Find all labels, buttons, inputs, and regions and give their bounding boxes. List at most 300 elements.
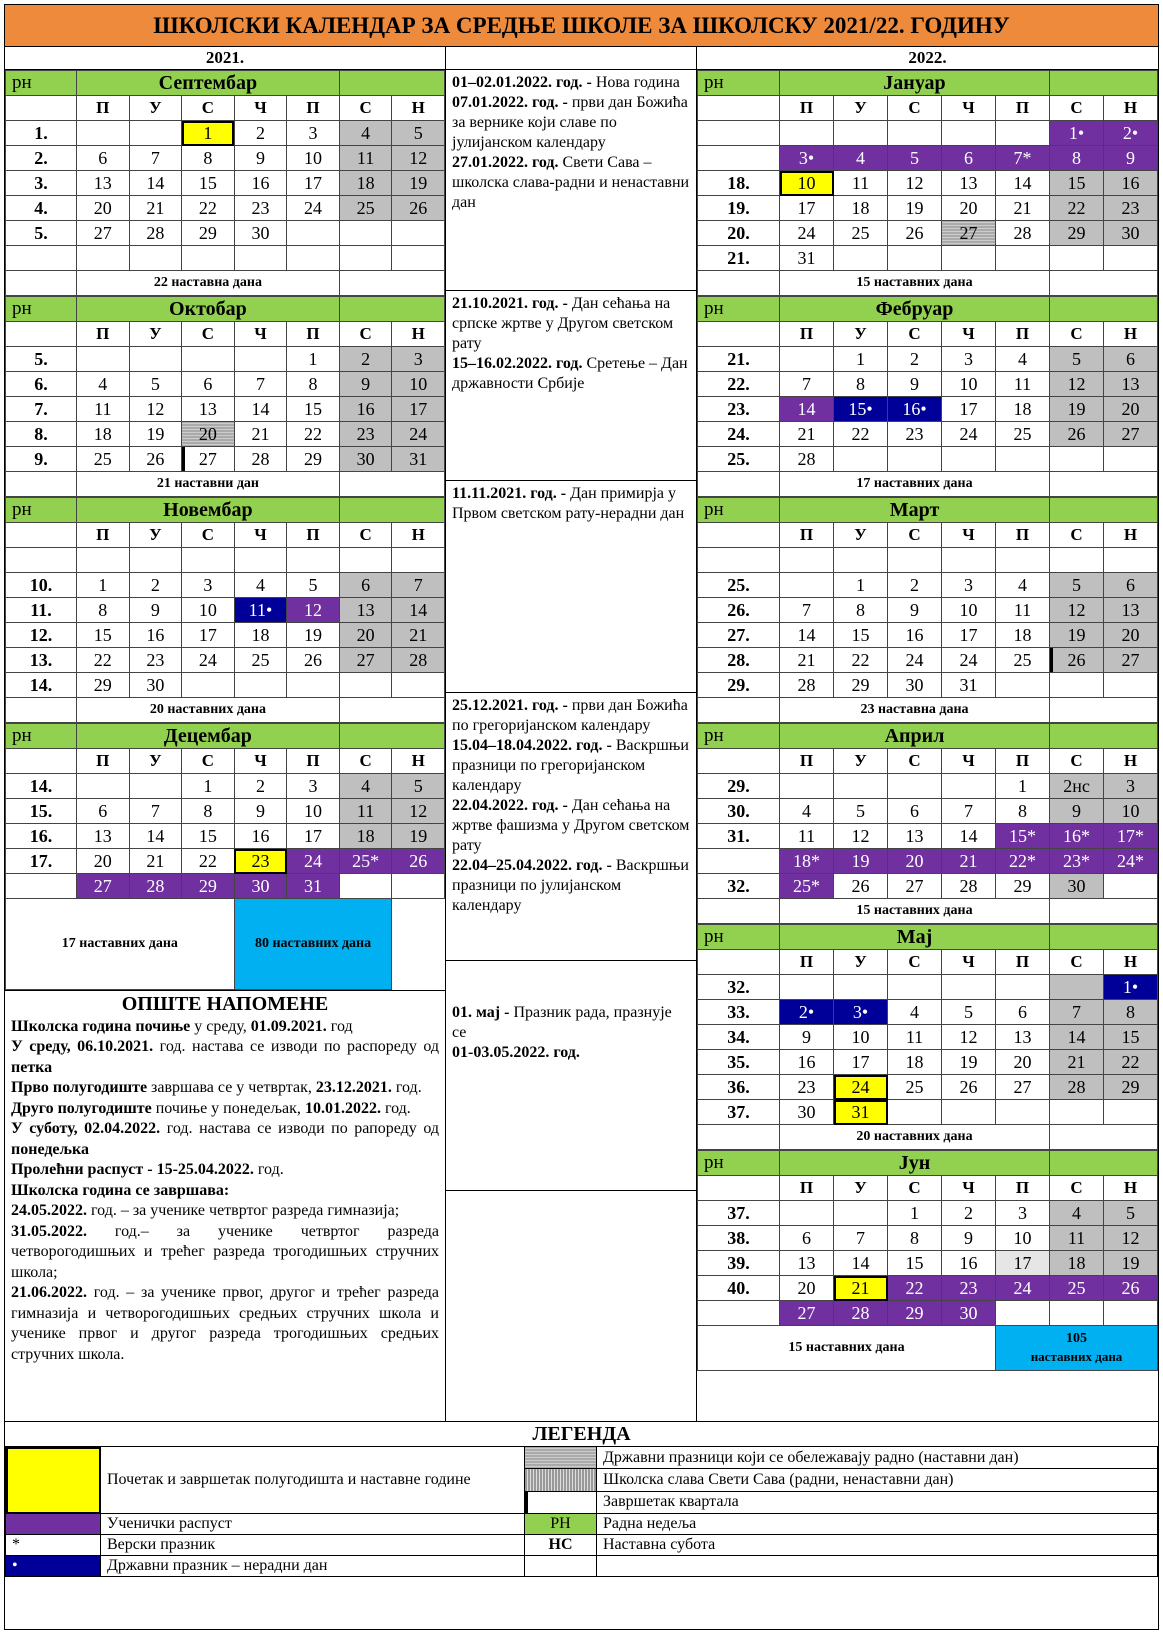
day-cell xyxy=(77,347,130,372)
day-cell xyxy=(1050,673,1104,698)
day-cell: 19 xyxy=(287,623,340,648)
weekday-header: П xyxy=(996,1176,1050,1201)
day-cell: 4 xyxy=(234,573,287,598)
day-cell xyxy=(287,673,340,698)
month-table xyxy=(697,723,1158,924)
day-cell: 26 xyxy=(888,221,942,246)
day-cell: 1 xyxy=(996,774,1050,799)
month-summary: 17 наставних дана xyxy=(780,472,1050,497)
day-cell xyxy=(129,121,182,146)
week-number: 24. xyxy=(698,422,780,447)
day-cell xyxy=(339,246,392,271)
day-cell xyxy=(392,548,445,573)
day-cell xyxy=(77,246,130,271)
day-cell: 27 xyxy=(339,648,392,673)
day-cell: 13 xyxy=(942,171,996,196)
day-cell: 31 xyxy=(780,246,834,271)
month-feb xyxy=(697,296,1158,497)
total-label: наставних дана xyxy=(1030,1349,1123,1364)
rn-label: рн xyxy=(6,498,77,523)
day-cell: 13 xyxy=(996,1025,1050,1050)
day-cell: 21 xyxy=(834,1276,888,1301)
general-text: год. xyxy=(384,1099,411,1117)
day-cell: 14 xyxy=(129,171,182,196)
week-number: 28. xyxy=(698,648,780,673)
day-cell: 11 xyxy=(834,171,888,196)
month-name: Април xyxy=(780,724,1050,749)
week-number: 29. xyxy=(698,774,780,799)
general-line xyxy=(11,1119,439,1160)
day-cell: 4 xyxy=(834,146,888,171)
weekday-header: Ч xyxy=(942,96,996,121)
month-table xyxy=(5,497,445,723)
day-cell: 1 xyxy=(834,573,888,598)
week-number: 35. xyxy=(698,1050,780,1075)
general-text: 21.06.2022. xyxy=(11,1284,87,1301)
day-cell: 5 xyxy=(129,372,182,397)
day-cell: 2 xyxy=(888,347,942,372)
rn-label: рн xyxy=(698,71,780,96)
weekday-header: П xyxy=(780,523,834,548)
day-cell xyxy=(888,975,942,1000)
day-cell: 28 xyxy=(780,673,834,698)
weekday-header: П xyxy=(287,96,340,121)
general-text: год. настава се изводи по рапореду од xyxy=(166,1120,439,1137)
day-cell xyxy=(834,1201,888,1226)
day-cell: 21 xyxy=(129,849,182,874)
weekday-header: П xyxy=(780,322,834,347)
weekday-header: Ч xyxy=(942,523,996,548)
day-cell: 13 xyxy=(77,171,130,196)
day-cell xyxy=(234,347,287,372)
rn-label: рн xyxy=(6,297,77,322)
day-cell: 6 xyxy=(996,1000,1050,1025)
day-cell: 29 xyxy=(287,447,340,472)
month-summary: 23 наставна дана xyxy=(780,698,1050,723)
day-cell: 16 xyxy=(339,397,392,422)
total-number: 105 xyxy=(1066,1331,1087,1346)
weekday-header: С xyxy=(888,322,942,347)
day-cell: 8 xyxy=(834,372,888,397)
day-cell xyxy=(888,548,942,573)
weekday-header: Н xyxy=(1104,523,1158,548)
month-header-blank xyxy=(1050,498,1158,523)
day-cell: 25* xyxy=(780,874,834,899)
week-number xyxy=(698,146,780,171)
weekday-header: Ч xyxy=(234,322,287,347)
day-cell: 21 xyxy=(780,422,834,447)
week-number: 15. xyxy=(6,799,77,824)
general-text: петка xyxy=(11,1058,53,1076)
day-cell: 9 xyxy=(1104,146,1158,171)
day-cell: 24* xyxy=(1104,849,1158,874)
week-number: 25. xyxy=(698,447,780,472)
day-cell: 16 xyxy=(780,1050,834,1075)
day-cell: 12 xyxy=(1104,1226,1158,1251)
day-cell: 15• xyxy=(834,397,888,422)
weekday-header: У xyxy=(834,1176,888,1201)
day-cell: 5 xyxy=(1050,347,1104,372)
general-text: Друго полугодиште xyxy=(11,1099,152,1117)
day-cell xyxy=(182,347,235,372)
general-line xyxy=(11,1283,439,1365)
day-cell: 20 xyxy=(888,849,942,874)
day-cell: 22 xyxy=(182,196,235,221)
day-cell: 13 xyxy=(77,824,130,849)
day-cell: 12 xyxy=(942,1025,996,1050)
weekday-header: Ч xyxy=(942,1176,996,1201)
day-cell: 12 xyxy=(888,171,942,196)
day-cell: 16• xyxy=(888,397,942,422)
day-cell: 18 xyxy=(996,397,1050,422)
day-cell: 18 xyxy=(77,422,130,447)
day-cell: 11 xyxy=(1050,1226,1104,1251)
day-cell: 25 xyxy=(1050,1276,1104,1301)
note-entry xyxy=(452,736,690,796)
day-cell: 31 xyxy=(834,1100,888,1125)
day-cell: 29 xyxy=(77,673,130,698)
day-cell: 28 xyxy=(834,1301,888,1326)
day-cell: 10 xyxy=(834,1025,888,1050)
week-number: 32. xyxy=(698,874,780,899)
week-number: 39. xyxy=(698,1251,780,1276)
general-text: У суботу, 02.04.2022. xyxy=(11,1120,161,1137)
day-cell: 1 xyxy=(888,1201,942,1226)
weekday-header: С xyxy=(339,322,392,347)
day-cell: 11 xyxy=(780,824,834,849)
right-column xyxy=(697,70,1158,1421)
day-cell: 9 xyxy=(942,1226,996,1251)
day-cell: 13 xyxy=(182,397,235,422)
day-cell: 28 xyxy=(392,648,445,673)
rn-label: рн xyxy=(698,297,780,322)
day-cell: 7 xyxy=(392,573,445,598)
year-row xyxy=(5,47,1158,70)
day-cell xyxy=(996,673,1050,698)
day-cell xyxy=(834,548,888,573)
legend-label: Верски празник xyxy=(101,1535,525,1556)
day-cell: 10 xyxy=(780,171,834,196)
day-cell: 22* xyxy=(996,849,1050,874)
day-cell xyxy=(780,774,834,799)
day-cell: 26 xyxy=(1050,422,1104,447)
day-cell xyxy=(780,975,834,1000)
day-cell: 21 xyxy=(942,849,996,874)
year-right: 2022. xyxy=(908,48,947,67)
day-cell xyxy=(780,548,834,573)
weekday-header: Ч xyxy=(234,96,287,121)
day-cell: 23 xyxy=(339,422,392,447)
day-cell: 2 xyxy=(234,774,287,799)
legend xyxy=(5,1421,1158,1577)
day-cell: 30 xyxy=(888,673,942,698)
weekday-header: П xyxy=(996,950,1050,975)
day-cell: 28 xyxy=(129,221,182,246)
week-number: 31. xyxy=(698,824,780,849)
day-cell xyxy=(1104,246,1158,271)
month-jan xyxy=(697,70,1158,296)
general-text: 23.12.2021. xyxy=(315,1079,392,1096)
weekday-header: Н xyxy=(392,749,445,774)
legend-swatch-stripe xyxy=(525,1469,597,1491)
day-cell: 31 xyxy=(287,874,340,899)
weekday-header: П xyxy=(77,749,130,774)
day-cell: 8 xyxy=(182,799,235,824)
day-cell: 9 xyxy=(888,598,942,623)
day-cell: 18* xyxy=(780,849,834,874)
day-cell: 3• xyxy=(780,146,834,171)
day-cell: 23 xyxy=(129,648,182,673)
general-line xyxy=(11,1160,439,1181)
week-number: 30. xyxy=(698,799,780,824)
day-cell: 5 xyxy=(392,121,445,146)
general-text: 31.05.2022. xyxy=(11,1222,87,1240)
month-table xyxy=(5,70,445,296)
week-number xyxy=(698,548,780,573)
note-block-mar xyxy=(446,481,696,693)
day-cell: 7 xyxy=(234,372,287,397)
day-cell: 1 xyxy=(287,347,340,372)
day-cell: 28 xyxy=(996,221,1050,246)
day-cell: 13 xyxy=(780,1251,834,1276)
day-cell: 24 xyxy=(392,422,445,447)
year-spacer xyxy=(446,47,697,69)
total-summary xyxy=(996,1326,1158,1371)
day-cell: 19 xyxy=(392,824,445,849)
day-cell xyxy=(996,975,1050,1000)
legend-label: Завршетак квартала xyxy=(597,1491,1158,1513)
day-cell: 2 xyxy=(888,573,942,598)
weekday-header: Н xyxy=(392,523,445,548)
day-cell: 17 xyxy=(287,824,340,849)
legend-swatch-yellow xyxy=(6,1447,101,1514)
day-cell xyxy=(392,221,445,246)
day-cell: 21 xyxy=(392,623,445,648)
day-cell: 5 xyxy=(392,774,445,799)
day-cell: 8 xyxy=(1104,1000,1158,1025)
weekday-header: У xyxy=(834,749,888,774)
day-cell: 17 xyxy=(996,1251,1050,1276)
day-cell: 8 xyxy=(287,372,340,397)
general-text: Школска година се завршава: xyxy=(11,1181,230,1199)
day-cell: 2 xyxy=(339,347,392,372)
day-cell: 25 xyxy=(77,447,130,472)
day-cell: 7* xyxy=(996,146,1050,171)
day-cell: 16 xyxy=(234,171,287,196)
weekday-header: П xyxy=(780,96,834,121)
day-cell: 27 xyxy=(1104,648,1158,673)
note-entry xyxy=(452,696,690,736)
weekday-header: С xyxy=(182,96,235,121)
day-cell: 19 xyxy=(1050,623,1104,648)
day-cell: 24 xyxy=(942,422,996,447)
note-date: 15.04–18.04.2022. год. - xyxy=(452,737,612,754)
month-name: Мај xyxy=(780,925,1050,950)
weekday-header: С xyxy=(339,523,392,548)
day-cell: 2 xyxy=(129,573,182,598)
rn-label: рн xyxy=(698,498,780,523)
day-cell: 25 xyxy=(996,648,1050,673)
day-cell: 2• xyxy=(1104,121,1158,146)
day-cell: 31 xyxy=(942,673,996,698)
note-text: први дан Божића по грегоријанском календару xyxy=(452,697,688,734)
month-name: Септембар xyxy=(77,71,340,96)
week-number: 37. xyxy=(698,1100,780,1125)
day-cell xyxy=(780,121,834,146)
month-header-blank xyxy=(1050,724,1158,749)
day-cell: 5 xyxy=(888,146,942,171)
week-number xyxy=(698,849,780,874)
note-entry xyxy=(452,856,690,916)
week-number: 14. xyxy=(6,673,77,698)
note-text: Васкршњи празници по грегоријанском календару xyxy=(452,737,689,794)
day-cell xyxy=(182,246,235,271)
day-cell: 6 xyxy=(1104,573,1158,598)
day-cell: 29 xyxy=(1104,1075,1158,1100)
day-cell: 9 xyxy=(1050,799,1104,824)
weekday-header: С xyxy=(339,96,392,121)
week-number: 16. xyxy=(6,824,77,849)
day-cell: 20 xyxy=(182,422,235,447)
week-number: 18. xyxy=(698,171,780,196)
day-cell xyxy=(780,347,834,372)
rn-label: рн xyxy=(698,1151,780,1176)
week-number: 25. xyxy=(698,573,780,598)
left-column xyxy=(5,70,446,1421)
legend-label: Радна недеља xyxy=(597,1514,1158,1535)
general-line xyxy=(11,1201,439,1222)
day-cell: 14 xyxy=(834,1251,888,1276)
weekday-header: Н xyxy=(1104,749,1158,774)
day-cell: 4 xyxy=(1050,1201,1104,1226)
month-header-blank xyxy=(1050,71,1158,96)
day-cell xyxy=(888,774,942,799)
day-cell: 8 xyxy=(182,146,235,171)
day-cell: 30 xyxy=(942,1301,996,1326)
total-summary: 80 наставних дана xyxy=(234,899,392,990)
note-text: Дан сећања на жртве фашизма у Другом светском рату xyxy=(452,797,690,854)
week-number: 4. xyxy=(6,196,77,221)
weekday-header: У xyxy=(834,322,888,347)
day-cell: 3• xyxy=(834,1000,888,1025)
day-cell: 14 xyxy=(392,598,445,623)
weekday-header: Ч xyxy=(942,950,996,975)
day-cell: 13 xyxy=(1104,598,1158,623)
day-cell: 28 xyxy=(234,447,287,472)
day-cell: 13 xyxy=(339,598,392,623)
note-text: Нова година xyxy=(595,74,680,91)
day-cell xyxy=(888,246,942,271)
day-cell: 17 xyxy=(834,1050,888,1075)
day-cell xyxy=(888,1100,942,1125)
month-name: Јануар xyxy=(780,71,1050,96)
day-cell: 30 xyxy=(234,874,287,899)
day-cell: 10 xyxy=(392,372,445,397)
month-mar xyxy=(697,497,1158,723)
week-number: 14. xyxy=(6,774,77,799)
note-entry xyxy=(452,354,690,394)
week-number: 5. xyxy=(6,221,77,246)
day-cell xyxy=(234,246,287,271)
month-summary: 21 наставни дан xyxy=(77,472,340,497)
day-cell: 29 xyxy=(182,874,235,899)
note-entry xyxy=(452,796,690,856)
day-cell: 16 xyxy=(1104,171,1158,196)
day-cell: 3 xyxy=(182,573,235,598)
day-cell: 3 xyxy=(942,573,996,598)
month-table xyxy=(697,497,1158,723)
note-block-jan xyxy=(446,70,696,291)
day-cell: 15 xyxy=(182,171,235,196)
day-cell: 11 xyxy=(77,397,130,422)
day-cell: 28 xyxy=(1050,1075,1104,1100)
general-line xyxy=(11,1037,439,1078)
month-table xyxy=(697,924,1158,1150)
day-cell: 6 xyxy=(339,573,392,598)
day-cell: 12 xyxy=(392,799,445,824)
legend-label: Државни празник – нерадни дан xyxy=(101,1556,525,1577)
day-cell: 12 xyxy=(392,146,445,171)
day-cell: 10 xyxy=(182,598,235,623)
note-date: 22.04–25.04.2022. год. - xyxy=(452,857,612,874)
day-cell: 29 xyxy=(834,673,888,698)
day-cell xyxy=(1104,548,1158,573)
day-cell xyxy=(888,447,942,472)
day-cell: 8 xyxy=(1050,146,1104,171)
calendar-grid xyxy=(5,70,1158,1421)
day-cell: 18 xyxy=(888,1050,942,1075)
day-cell xyxy=(834,774,888,799)
day-cell: 26 xyxy=(1050,648,1104,673)
month-sep xyxy=(5,70,445,296)
day-cell: 10 xyxy=(996,1226,1050,1251)
month-apr xyxy=(697,723,1158,924)
general-text: год. xyxy=(257,1161,284,1178)
day-cell xyxy=(182,673,235,698)
day-cell: 24 xyxy=(287,849,340,874)
week-number: 21. xyxy=(698,246,780,271)
weekday-header: С xyxy=(1050,523,1104,548)
weekday-header: С xyxy=(888,96,942,121)
day-cell: 17 xyxy=(942,623,996,648)
general-text: завршава се у четвртак, xyxy=(151,1079,312,1096)
day-cell: 12 xyxy=(1050,598,1104,623)
week-number: 29. xyxy=(698,673,780,698)
note-entry xyxy=(452,484,690,524)
day-cell: 9 xyxy=(129,598,182,623)
week-number: 27. xyxy=(698,623,780,648)
week-number: 6. xyxy=(6,372,77,397)
day-cell: 5 xyxy=(287,573,340,598)
day-cell: 16 xyxy=(234,824,287,849)
day-cell: 16 xyxy=(942,1251,996,1276)
week-number xyxy=(6,548,77,573)
day-cell: 10 xyxy=(942,372,996,397)
weekday-header: У xyxy=(129,322,182,347)
day-cell xyxy=(339,548,392,573)
day-cell: 24 xyxy=(182,648,235,673)
general-text: 24.05.2022. xyxy=(11,1202,87,1219)
day-cell xyxy=(996,1301,1050,1326)
day-cell: 3 xyxy=(287,774,340,799)
day-cell: 15 xyxy=(1050,171,1104,196)
page-title: ШКОЛСКИ КАЛЕНДАР ЗА СРЕДЊЕ ШКОЛЕ ЗА ШКОЛСКУ 2021/22. ГОДИНУ xyxy=(5,5,1158,47)
day-cell xyxy=(834,121,888,146)
legend-rn: РН xyxy=(525,1514,597,1535)
day-cell: 2нс xyxy=(1050,774,1104,799)
note-date: 01. мај - xyxy=(452,1004,510,1021)
legend-label: Наставна субота xyxy=(597,1535,1158,1556)
